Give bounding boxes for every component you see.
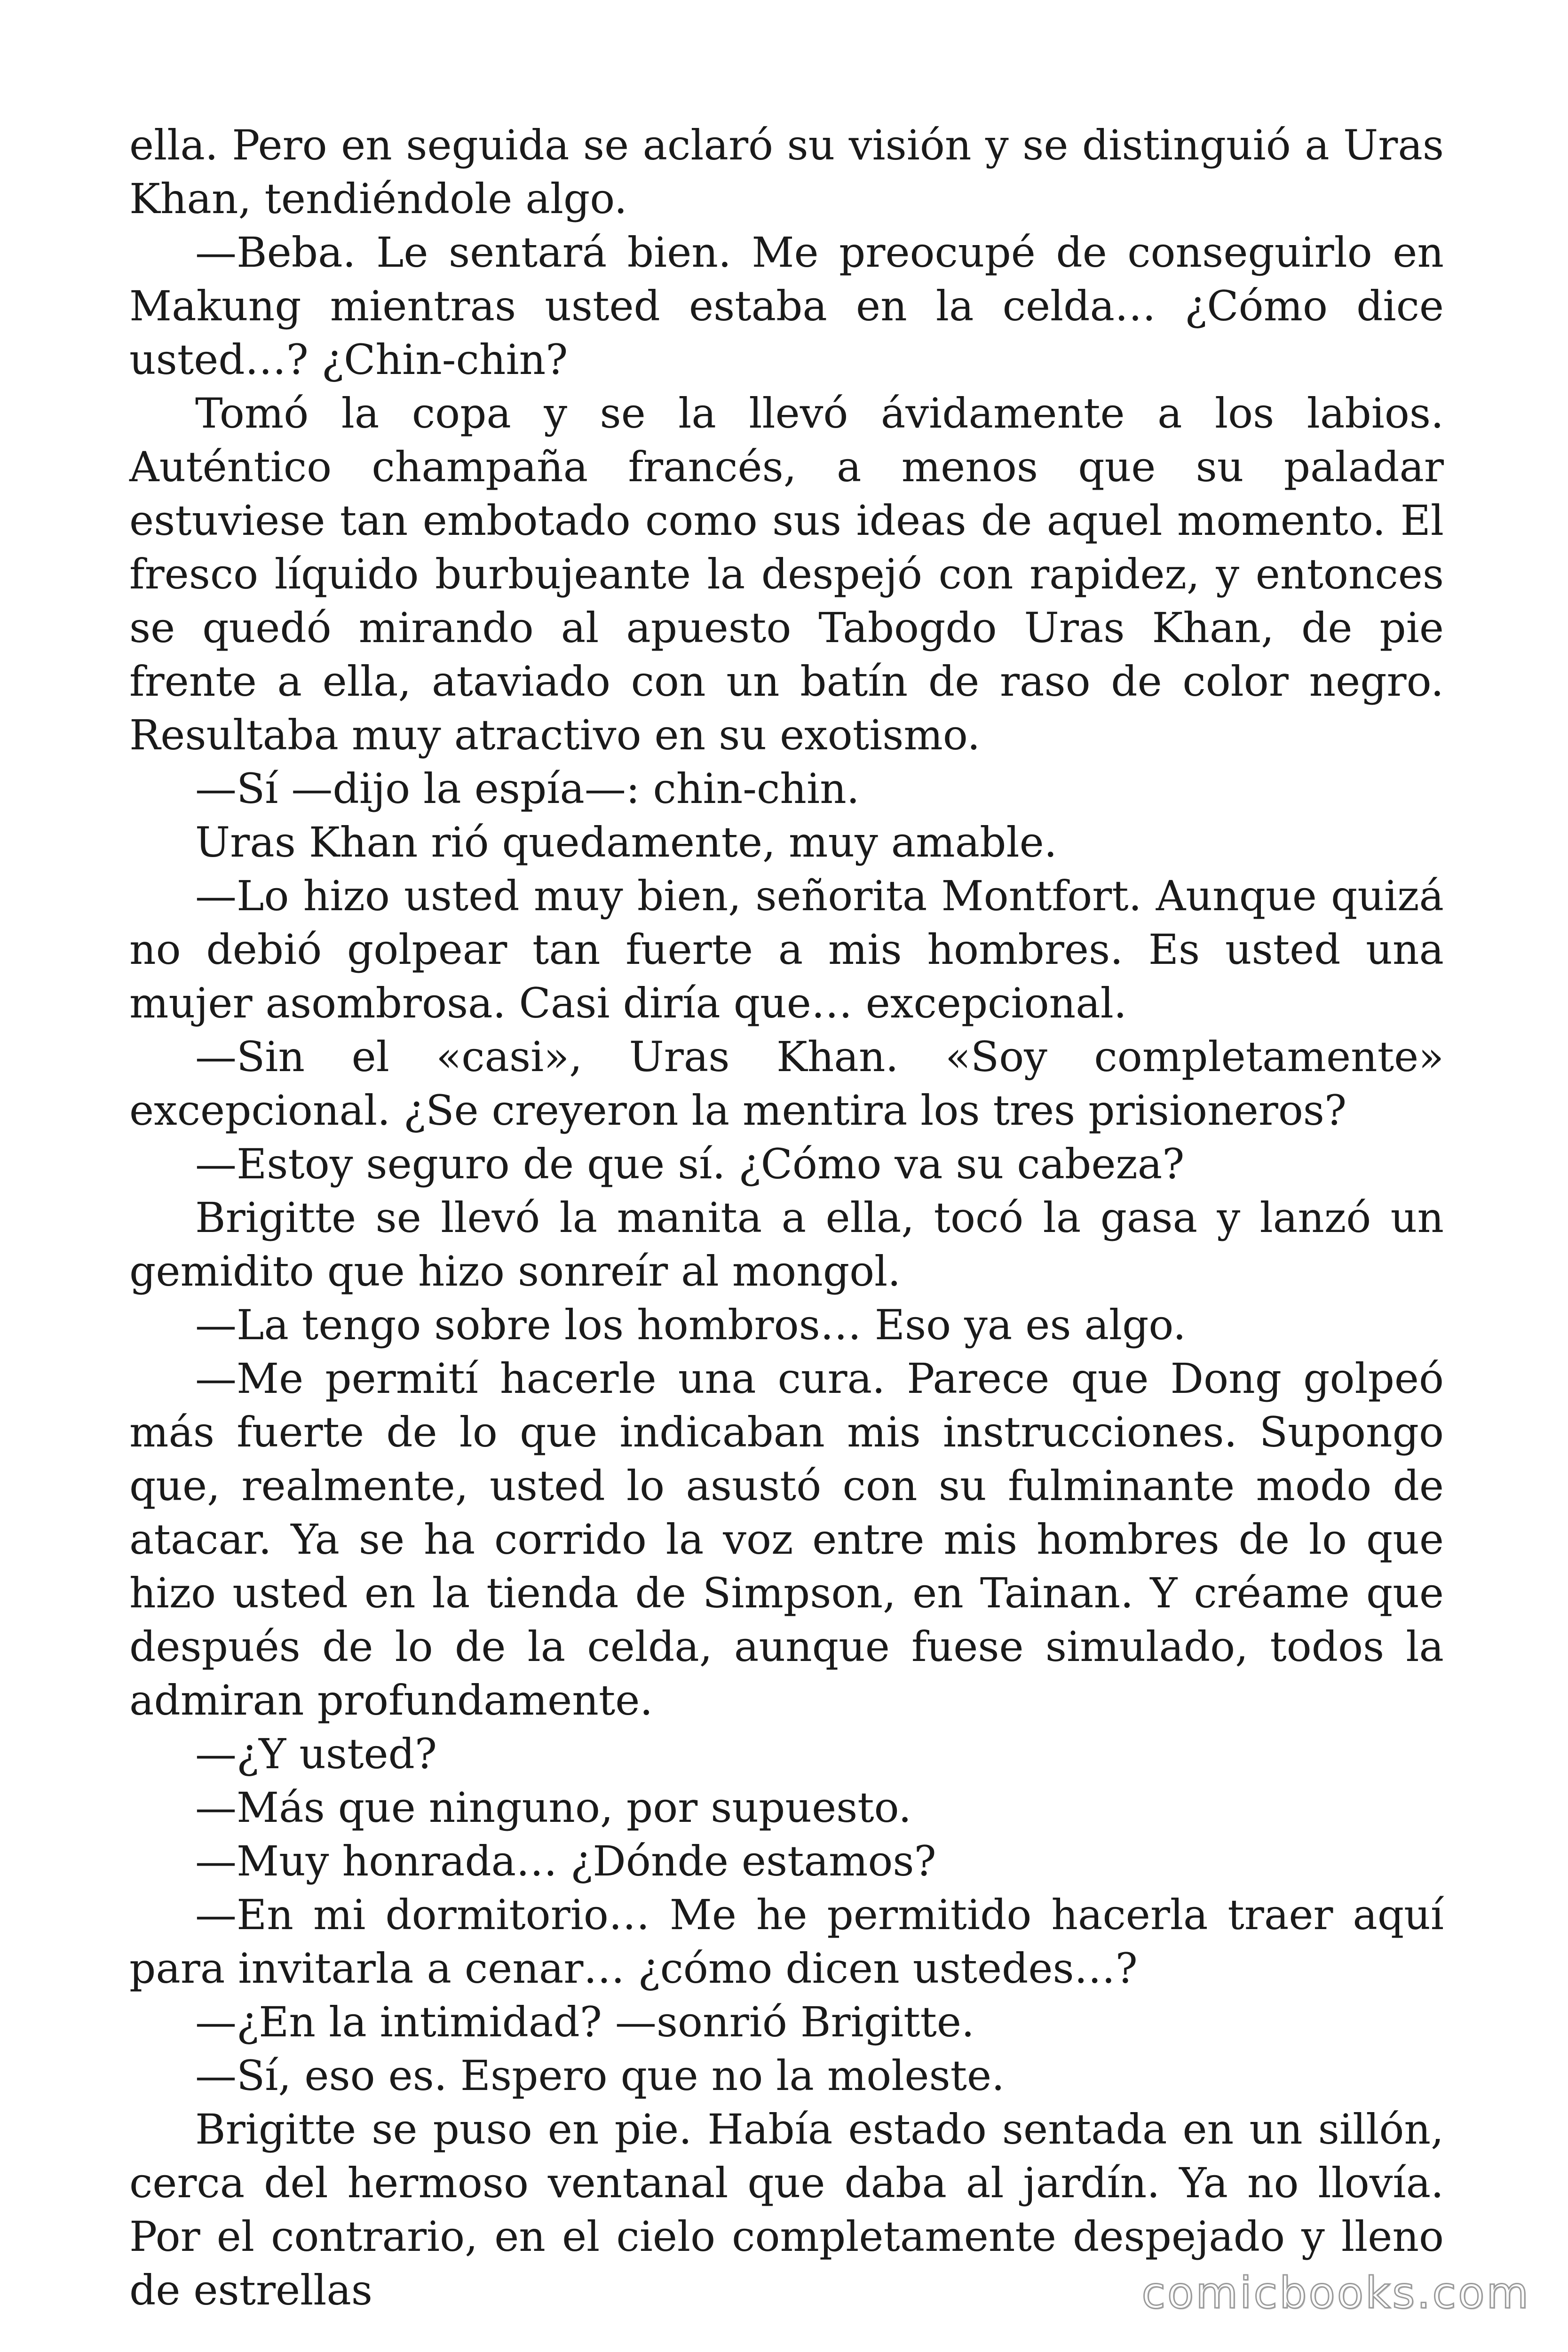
paragraph: —Muy honrada… ¿Dónde estamos? xyxy=(195,1837,936,1885)
paragraph: Tomó la copa y se la llevó ávidamente a los labios. Auténtico champaña francés, a menos que su paladar estuviese tan embotado como sus ideas de aquel momento. El fresco líquido burbujeante la despejó con rapidez, y entonces se quedó mirando al apuesto Tabogdo Uras Khan, de pie frente a ella, ataviado con un batín de raso de color negro. Resultaba muy atractivo en su exotismo. xyxy=(129,389,1444,759)
paragraph: —Beba. Le sentará bien. Me preocupé de conseguirlo en Makung mientras usted estaba en la celda… ¿Cómo dice usted…? ¿Chin-chin? xyxy=(129,228,1444,384)
paragraph: —La tengo sobre los hombros… Eso ya es algo. xyxy=(195,1301,1186,1349)
paragraph: —Más que ninguno, por supuesto. xyxy=(195,1783,912,1832)
paragraph: —Sí, eso es. Espero que no la moleste. xyxy=(195,2051,1005,2100)
paragraph: —Sin el «casi», Uras Khan. «Soy completamente» excepcional. ¿Se creyeron la mentira los tres prisioneros? xyxy=(129,1033,1444,1135)
paragraph: —Sí —dijo la espía—: chin-chin. xyxy=(195,764,860,813)
paragraph: Brigitte se puso en pie. Había estado sentada en un sillón, cerca del hermoso ventanal que daba al jardín. Ya no llovía. Por el contrario, en el cielo completamente despejado y lleno de estrellas xyxy=(129,2105,1444,2314)
paragraph: Brigitte se llevó la manita a ella, tocó la gasa y lanzó un gemidito que hizo sonreír al mongol. xyxy=(129,1193,1444,1295)
paragraph: ella. Pero en seguida se aclaró su visión y se distinguió a Uras Khan, tendiéndole algo. xyxy=(129,121,1444,223)
paragraph: —Lo hizo usted muy bien, señorita Montfort. Aunque quizá no debió golpear tan fuerte a mis hombres. Es usted una mujer asombrosa. Casi diría que… excepcional. xyxy=(129,872,1444,1027)
watermark: comicbooks.com xyxy=(1141,2268,1530,2318)
paragraph: Uras Khan rió quedamente, muy amable. xyxy=(195,818,1057,866)
paragraph: —¿En la intimidad? —sonrió Brigitte. xyxy=(195,1998,974,2046)
paragraph: —¿Y usted? xyxy=(195,1730,437,1778)
paragraph: —Estoy seguro de que sí. ¿Cómo va su cabeza? xyxy=(195,1140,1185,1188)
paragraph: —En mi dormitorio… Me he permitido hacerla traer aquí para invitarla a cenar… ¿cómo dicen ustedes…? xyxy=(129,1891,1444,1993)
paragraph: —Me permití hacerle una cura. Parece que Dong golpeó más fuerte de lo que indicaban mis instrucciones. Supongo que, realmente, usted lo asustó con su fulminante modo de atacar. Ya se ha corrido la voz entre mis hombres de lo que hizo usted en la tienda de Simpson, en Tainan. Y créame que después de lo de la celda, aunque fuese simulado, todos la admiran profundamente. xyxy=(129,1354,1444,1724)
page-body xyxy=(129,119,1444,2317)
